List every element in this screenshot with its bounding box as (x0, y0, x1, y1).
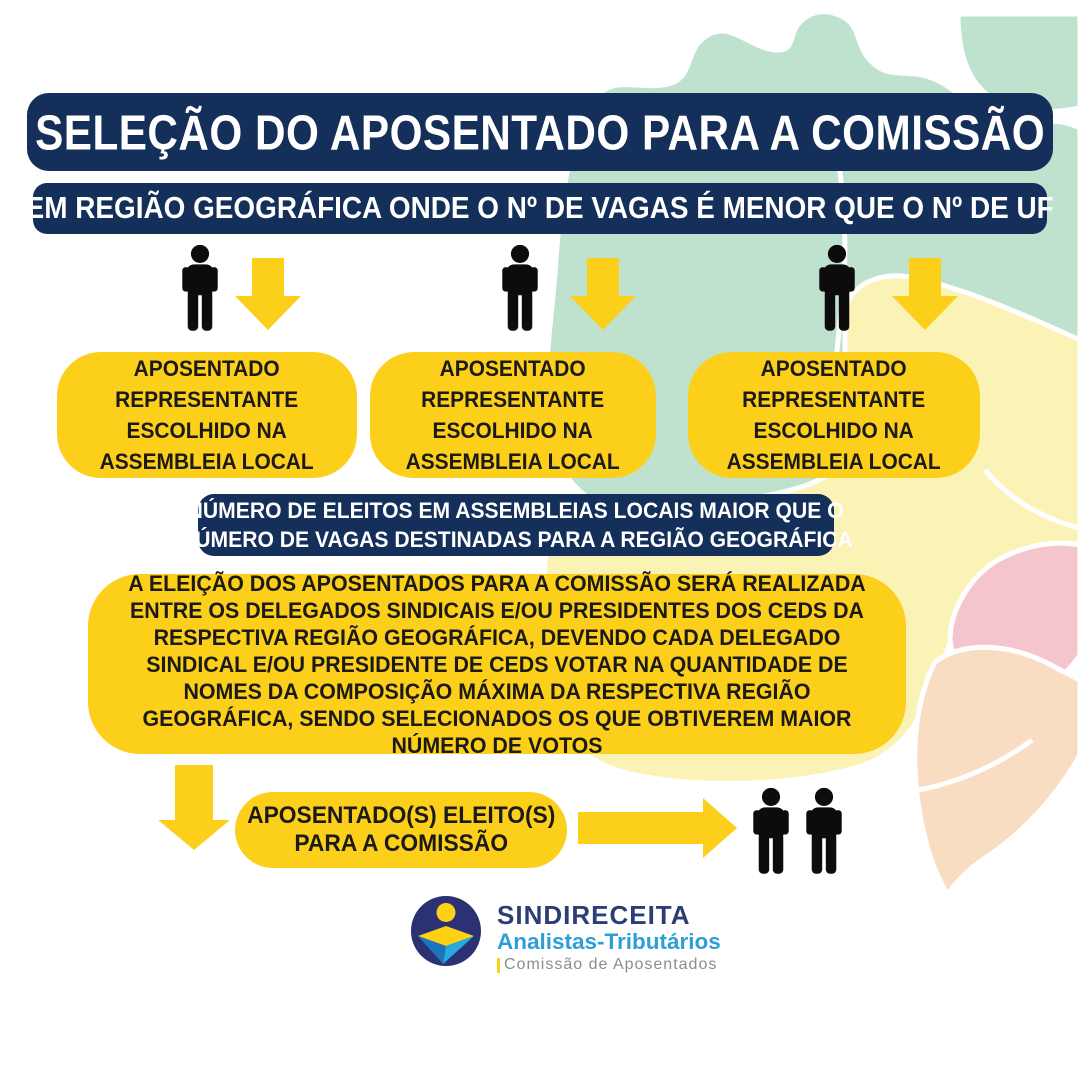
local-box-line: ASSEMBLEIA LOCAL (726, 449, 942, 474)
logo-subtitle: Analistas-Tributários (497, 929, 721, 954)
local-box-line: ASSEMBLEIA LOCAL (99, 449, 315, 474)
local-representative-box (57, 352, 357, 478)
local-representative-box (370, 352, 656, 478)
election-rule-box (88, 570, 906, 758)
elected-result-line: PARA A COMISSÃO (294, 830, 508, 857)
person-icon (804, 786, 844, 876)
person-icon (817, 244, 857, 332)
eligibility-line: NÚMERO DE ELEITOS EM ASSEMBLEIAS LOCAIS MAIOR QUE O (188, 498, 844, 523)
logo-name: SINDIRECEITA (497, 900, 691, 930)
arrow-down-icon (570, 258, 636, 330)
logo-tagline: Comissão de Aposentados (504, 956, 718, 973)
poster-title: SELEÇÃO DO APOSENTADO PARA A COMISSÃO (35, 104, 1045, 160)
map-region-south (915, 647, 1080, 895)
arrow-down-icon (235, 258, 301, 330)
arrow-down-icon (158, 765, 230, 850)
local-box-line: ESCOLHIDO NA (126, 418, 288, 443)
logo-text-block (497, 901, 797, 974)
local-box-line: REPRESENTANTE (742, 387, 926, 412)
elected-result-box (235, 792, 567, 868)
election-rule-text: A ELEIÇÃO DOS APOSENTADOS PARA A COMISSÃO SERÁ REALIZADA ENTRE OS DELEGADOS SINDICAIS E/OU PRESIDENTES DOS CEDS DA RESPECTIVA REGIÃO GEOGRÁFICA, DEVENDO CADA DELEGADO SINDICAL E/OU PRESIDENTE DE CEDS VOTAR NA QUANTIDADE DE NOMES DA COMPOSIÇÃO MÁXIMA DA RESPECTIVA REGIÃO GEOGRÁFICA, SENDO SELECIONADOS OS QUE OBTIVEREM MAIOR NÚMERO DE VOTOS (128, 570, 866, 758)
poster-subtitle: EM REGIÃO GEOGRÁFICA ONDE O Nº DE VAGAS É MENOR QUE O Nº DE UF (26, 191, 1054, 225)
local-box-line: REPRESENTANTE (421, 387, 605, 412)
title-banner (27, 93, 1053, 171)
person-icon (751, 786, 791, 876)
eligibility-banner (179, 494, 853, 556)
subtitle-banner (26, 183, 1054, 234)
logo-tagline-bar-icon (497, 958, 500, 973)
local-box-line: ESCOLHIDO NA (753, 418, 915, 443)
local-box-line: REPRESENTANTE (115, 387, 299, 412)
local-box-line: APOSENTADO (761, 356, 907, 381)
elected-result-line: APOSENTADO(S) ELEITO(S) (246, 802, 556, 829)
logo-tagline-row (497, 956, 797, 974)
local-box-line: ASSEMBLEIA LOCAL (405, 449, 621, 474)
arrow-down-icon (892, 258, 958, 330)
local-box-line: APOSENTADO (134, 356, 280, 381)
sindireceita-logo-icon (411, 896, 481, 966)
local-box-line: APOSENTADO (440, 356, 586, 381)
person-icon (500, 244, 540, 332)
elected-result-text (247, 802, 555, 858)
person-icon (180, 244, 220, 332)
local-representative-box (688, 352, 980, 478)
local-box-line: ESCOLHIDO NA (432, 418, 594, 443)
arrow-right-icon (578, 798, 737, 858)
eligibility-line: NÚMERO DE VAGAS DESTINADAS PARA A REGIÃO GEOGRÁFICA (179, 527, 853, 552)
